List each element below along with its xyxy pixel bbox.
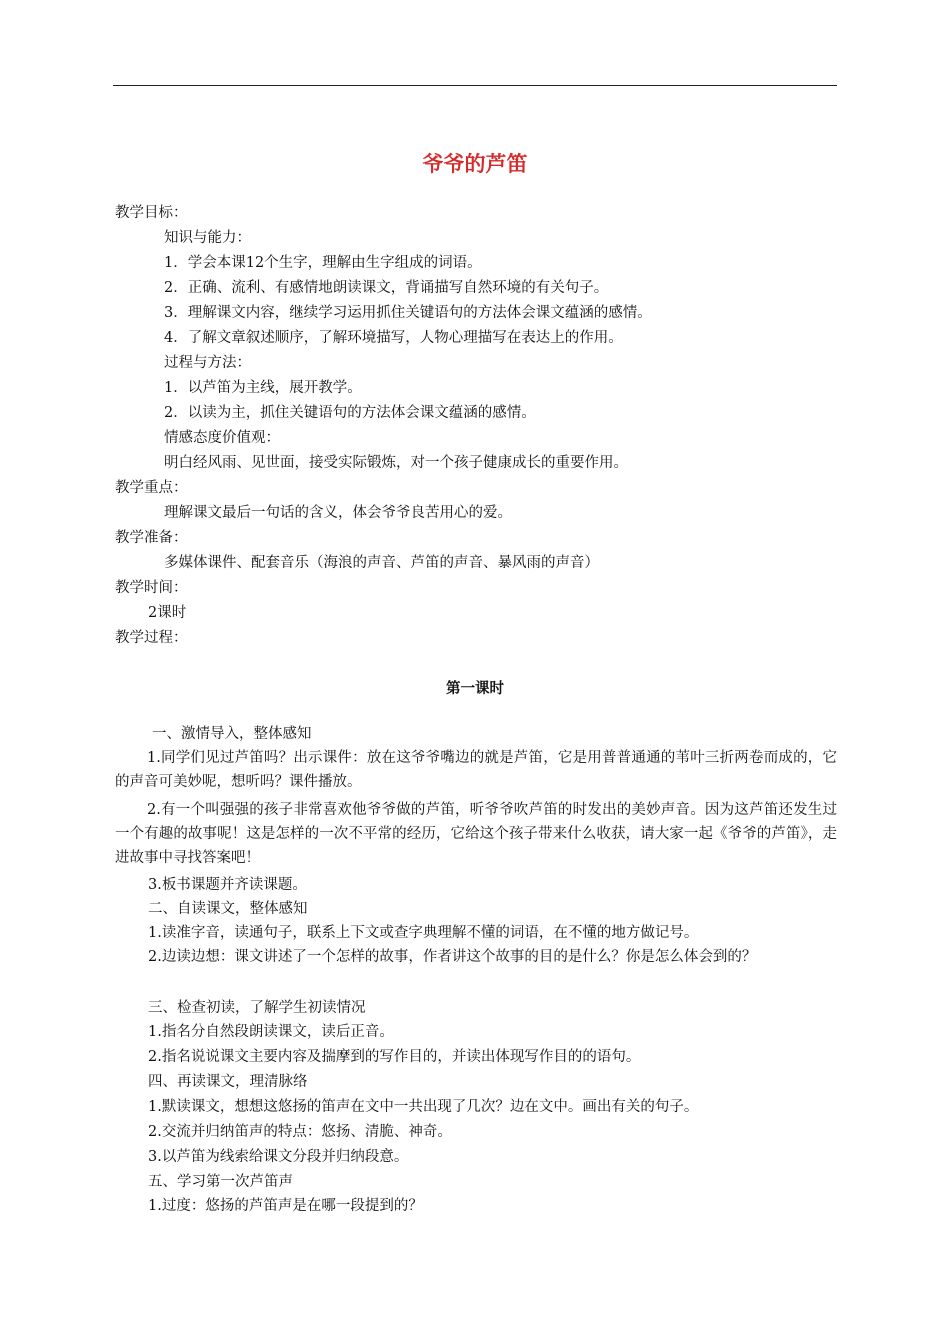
process-method-heading: 过程与方法： — [164, 355, 251, 371]
paragraph: 2.有一个叫强强的孩子非常喜欢他爷爷做的芦笛，听爷爷吹芦笛的时发出的美妙声音。因为这芦笛还发生过一个有趣的故事呢！这是怎样的一次不平常的经历，它给这个孩子带来什么收获，请大家一起《爷爷的芦笛》，走进故事中寻找答案吧！ — [115, 802, 837, 866]
time-heading: 教学时间： — [115, 580, 188, 596]
paragraph: 1.默读课文，想想这悠扬的笛声在文中一共出现了几次？边在文中。画出有关的句子。 — [148, 1099, 699, 1115]
paragraph: 1.过度：悠扬的芦笛声是在哪一段提到的？ — [148, 1198, 423, 1214]
emotion-heading: 情感态度价值观： — [164, 430, 280, 446]
paragraph: 1.同学们见过芦笛吗？出示课件：放在这爷爷嘴边的就是芦笛，它是用普普通通的苇叶三折两卷而成的，它的声音可美妙呢，想听吗？课件播放。 — [115, 750, 837, 790]
teaching-process-heading: 教学过程： — [115, 630, 188, 646]
time-text: 2课时 — [148, 605, 187, 621]
prep-heading: 教学准备： — [115, 530, 188, 546]
section-heading: 三、检查初读，了解学生初读情况 — [148, 1000, 366, 1016]
paragraph: 2.交流并归纳笛声的特点：悠扬、清脆、神奇。 — [148, 1124, 452, 1140]
header-rule — [113, 85, 837, 86]
lesson-heading: 第一课时 — [446, 681, 504, 697]
section-heading: 二、自读课文，整体感知 — [148, 901, 308, 917]
paragraph: 2.边读边想：课文讲述了一个怎样的故事，作者讲这个故事的目的是什么？你是怎么体会到的？ — [148, 949, 757, 965]
page-title: 爷爷的芦笛 — [422, 152, 528, 176]
paragraph: 3.板书课题并齐读课题。 — [148, 877, 307, 893]
section-heading: 四、再读课文，理清脉络 — [148, 1074, 308, 1090]
prep-text: 多媒体课件、配套音乐（海浪的声音、芦笛的声音、暴风雨的声音） — [164, 555, 599, 571]
process-method-item: 1．以芦笛为主线，展开教学。 — [164, 380, 362, 396]
process-method-item: 2．以读为主，抓住关键语句的方法体会课文蕴涵的感情。 — [164, 405, 536, 421]
paragraph: 2.指名说说课文主要内容及揣摩到的写作目的，并读出体现写作目的的语句。 — [148, 1049, 641, 1065]
section-heading: 一、激情导入，整体感知 — [152, 726, 312, 742]
focus-heading: 教学重点： — [115, 480, 188, 496]
paragraph: 3.以芦笛为线索给课文分段并归纳段意。 — [148, 1149, 409, 1165]
focus-text: 理解课文最后一句话的含义，体会爷爷良苦用心的爱。 — [164, 505, 512, 521]
section-heading: 五、学习第一次芦笛声 — [148, 1174, 293, 1190]
knowledge-item: 2．正确、流利、有感情地朗读课文，背诵描写自然环境的有关句子。 — [164, 280, 609, 296]
emotion-text: 明白经风雨、见世面，接受实际锻炼，对一个孩子健康成长的重要作用。 — [164, 455, 628, 471]
paragraph: 1.指名分自然段朗读课文，读后正音。 — [148, 1024, 394, 1040]
knowledge-item: 4．了解文章叙述顺序，了解环境描写，人物心理描写在表达上的作用。 — [164, 330, 623, 346]
knowledge-item: 3．理解课文内容，继续学习运用抓住关键语句的方法体会课文蕴涵的感情。 — [164, 305, 652, 321]
knowledge-heading: 知识与能力： — [164, 230, 251, 246]
knowledge-item: 1．学会本课12个生字，理解由生字组成的词语。 — [164, 255, 482, 271]
paragraph: 1.读准字音，读通句子，联系上下文或查字典理解不懂的词语，在不懂的地方做记号。 — [148, 925, 699, 941]
objectives-heading: 教学目标： — [115, 205, 188, 221]
